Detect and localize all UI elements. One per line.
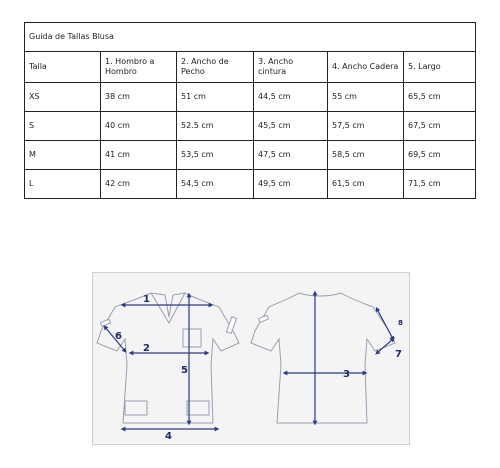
table-header-row (25, 52, 476, 83)
cell-value: 49,5 cm (254, 170, 328, 199)
table-title-row (25, 23, 476, 52)
cell-value: 65,5 cm (404, 83, 476, 112)
cell-size: S (25, 112, 101, 141)
back-label-8: 8 (398, 319, 403, 327)
blouse-diagram-svg (93, 273, 409, 444)
cell-value: 54,5 cm (177, 170, 254, 199)
front-label-1: 1 (143, 294, 150, 305)
back-label-7: 7 (395, 349, 402, 360)
table-row (25, 141, 476, 170)
cell-value: 42 cm (101, 170, 177, 199)
cell-value: 69,5 cm (404, 141, 476, 170)
cell-value: 52.5 cm (177, 112, 254, 141)
front-label-6: 6 (115, 331, 122, 342)
header-pecho: 2. Ancho de Pecho (177, 52, 254, 83)
cell-value: 51 cm (177, 83, 254, 112)
header-hombro: 1. Hombro a Hombro (101, 52, 177, 83)
measurement-diagram (92, 272, 410, 445)
back-label-3: 3 (343, 369, 350, 380)
header-cadera: 4. Ancho Cadera (328, 52, 404, 83)
front-measure-lines (105, 295, 217, 429)
table-row (25, 170, 476, 199)
cell-size: M (25, 141, 101, 170)
table-row (25, 112, 476, 141)
cell-value: 41 cm (101, 141, 177, 170)
cell-size: L (25, 170, 101, 199)
front-label-2: 2 (143, 343, 150, 354)
cell-value: 45,5 cm (254, 112, 328, 141)
header-talla: Talla (25, 52, 101, 83)
cell-value: 71,5 cm (404, 170, 476, 199)
cell-value: 61,5 cm (328, 170, 404, 199)
cell-value: 58,5 cm (328, 141, 404, 170)
cell-value: 55 cm (328, 83, 404, 112)
cell-value: 53,5 cm (177, 141, 254, 170)
table-row (25, 83, 476, 112)
cell-value: 57,5 cm (328, 112, 404, 141)
front-blouse-outline (97, 293, 239, 423)
header-cintura: 3. Ancho cintura (254, 52, 328, 83)
size-guide-table (24, 22, 476, 199)
table-title: Guida de Tallas Blusa (25, 23, 476, 52)
cell-value: 44,5 cm (254, 83, 328, 112)
cell-value: 38 cm (101, 83, 177, 112)
front-label-5: 5 (181, 365, 188, 376)
cell-value: 67,5 cm (404, 112, 476, 141)
cell-size: XS (25, 83, 101, 112)
front-label-4: 4 (165, 431, 172, 442)
cell-value: 47,5 cm (254, 141, 328, 170)
cell-value: 40 cm (101, 112, 177, 141)
back-blouse-outline (251, 293, 395, 423)
header-largo: 5. Largo (404, 52, 476, 83)
